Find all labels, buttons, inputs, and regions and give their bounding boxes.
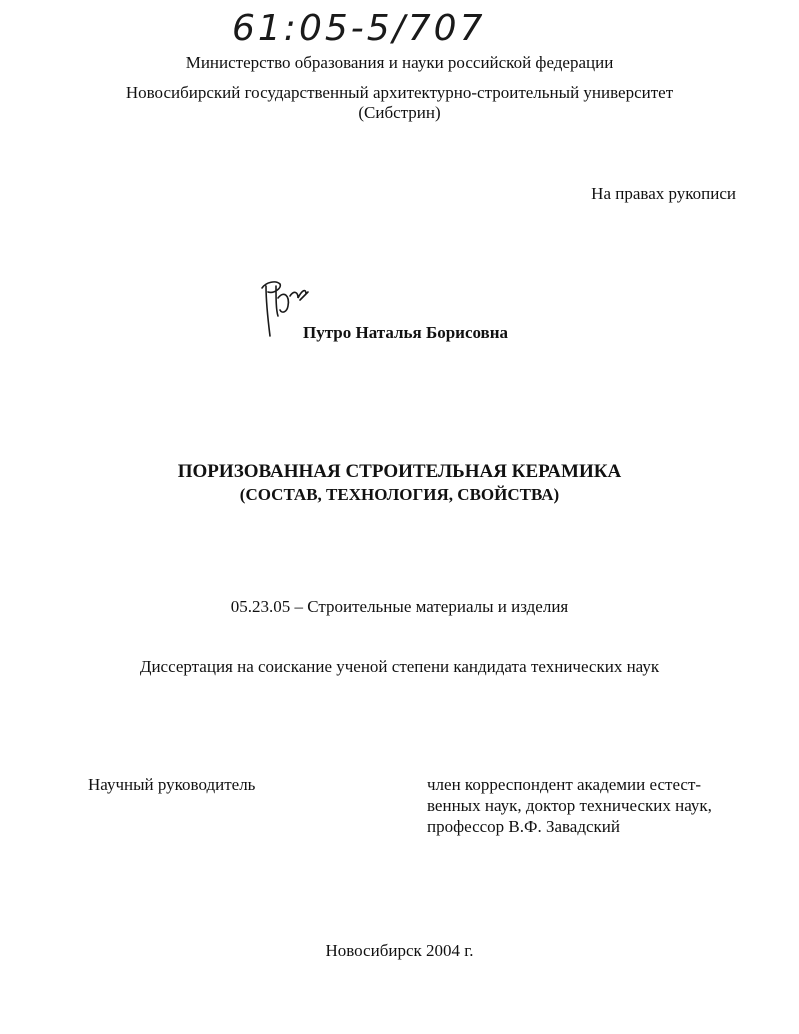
author-name: Путро Наталья Борисовна (303, 323, 509, 342)
university-short: (Сибстрин) (358, 103, 441, 122)
supervisor-info-line3: профессор В.Ф. Завадский (427, 817, 621, 836)
supervisor-label: Научный руководитель (88, 775, 256, 794)
archive-number-handwritten (228, 4, 528, 48)
university-line: Новосибирский государственный архитектурно-строительный университет (125, 83, 674, 102)
city-year: Новосибирск 2004 г. (325, 941, 474, 960)
supervisor-info-line1: член корреспондент академии естест- (427, 775, 702, 794)
specialty-code: 05.23.05 – Строительные материалы и изделия (230, 597, 569, 616)
dissertation-title: ПОРИЗОВАННАЯ СТРОИТЕЛЬНАЯ КЕРАМИКА (177, 461, 622, 482)
svg-text:61:05-5/707: 61:05-5/707 (232, 8, 486, 48)
degree-statement: Диссертация на соискание ученой степени кандидата технических наук (139, 657, 660, 676)
dissertation-subtitle: (СОСТАВ, ТЕХНОЛОГИЯ, СВОЙСТВА) (239, 485, 560, 504)
supervisor-info-line2: венных наук, доктор технических наук, (427, 796, 712, 815)
manuscript-note: На правах рукописи (591, 184, 736, 203)
ministry-line: Министерство образования и науки российской федерации (185, 53, 614, 72)
